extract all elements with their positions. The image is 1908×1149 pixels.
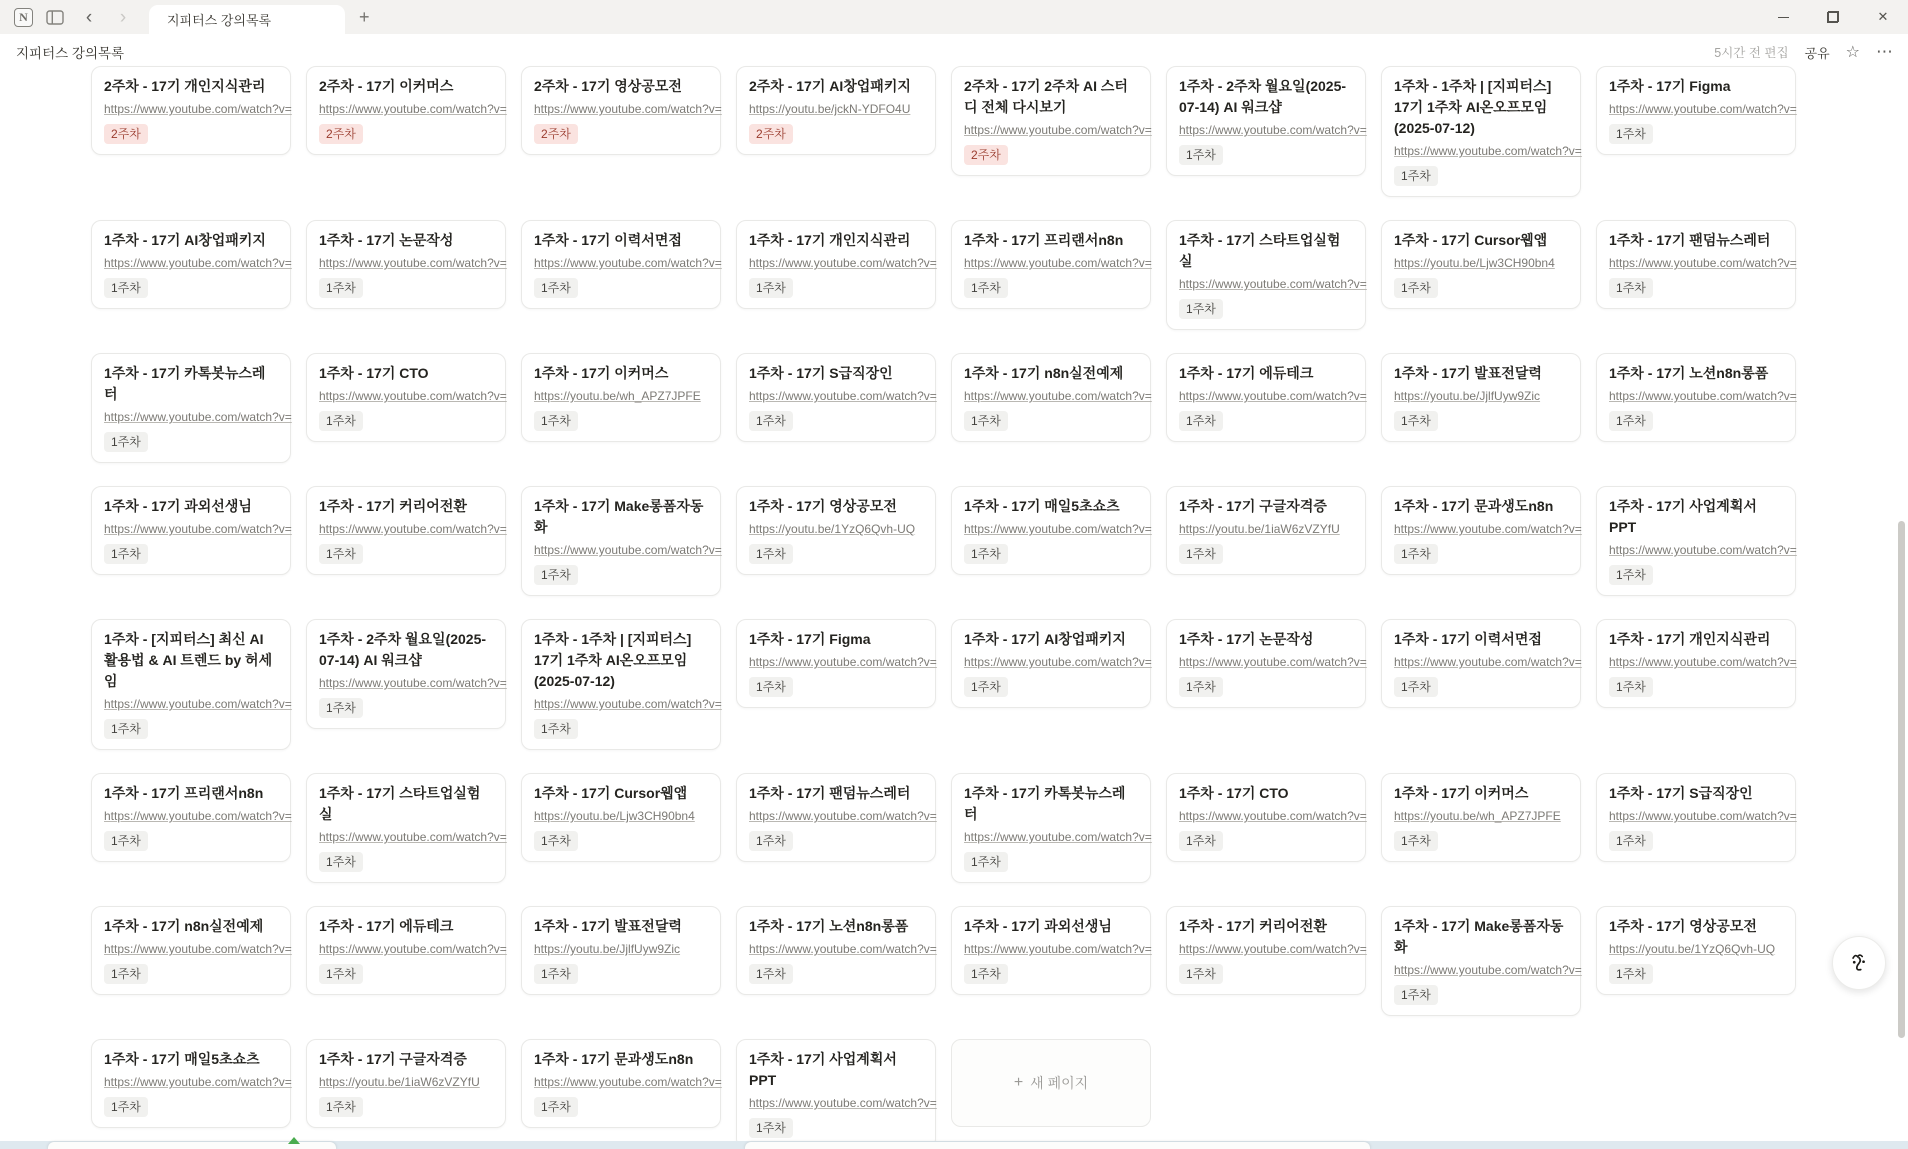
card-url-link[interactable]: https://youtu.be/JjlfUyw9Zic bbox=[1394, 389, 1541, 403]
taskbar-item bbox=[745, 1142, 1370, 1149]
card-title: 1주차 - 17기 논문작성 bbox=[1179, 631, 1314, 647]
card-title: 1주차 - 17기 이력서면접 bbox=[534, 232, 682, 248]
last-edited-label: 5시간 전 편집 bbox=[1714, 46, 1789, 60]
card-title: 1주차 - 2주차 월요일(2025-07-14) AI 워크샵 bbox=[319, 631, 487, 668]
gallery-card[interactable] bbox=[1381, 773, 1581, 862]
card-title: 1주차 - 17기 과외선생님 bbox=[964, 918, 1112, 934]
card-title: 1주차 - 17기 에듀테크 bbox=[1179, 365, 1314, 381]
card-week-tag: 1주차 bbox=[1179, 831, 1223, 851]
card-url-link[interactable]: https://youtu.be/Ljw3CH90bn4 bbox=[534, 809, 695, 823]
gallery-card[interactable] bbox=[1166, 220, 1366, 330]
gallery-card[interactable] bbox=[951, 906, 1151, 995]
card-title: 2주차 - 17기 2주차 AI 스터디 전체 다시보기 bbox=[964, 78, 1128, 115]
gallery-card[interactable] bbox=[736, 773, 936, 862]
card-url-link[interactable]: https://www.youtube.com/watch?v= bbox=[1179, 389, 1367, 403]
new-page-card[interactable] bbox=[951, 1039, 1151, 1127]
ai-face-icon bbox=[1846, 950, 1872, 976]
card-title: 1주차 - 17기 구글자격증 bbox=[1179, 498, 1327, 514]
gallery-card[interactable] bbox=[951, 486, 1151, 575]
card-url-link[interactable]: https://www.youtube.com/watch?v= bbox=[104, 1075, 292, 1089]
gallery-card[interactable] bbox=[1166, 486, 1366, 575]
card-title: 1주차 - 17기 이력서면접 bbox=[1394, 631, 1542, 647]
card-title: 1주차 - 17기 영상공모전 bbox=[1609, 918, 1757, 934]
card-week-tag: 1주차 bbox=[319, 698, 363, 718]
card-url-link[interactable]: https://www.youtube.com/watch?v= bbox=[964, 522, 1152, 536]
card-week-tag: 1주차 bbox=[534, 411, 578, 431]
card-url-link[interactable]: https://www.youtube.com/watch?v= bbox=[1179, 277, 1367, 291]
card-title: 1주차 - 17기 Make롱폼자동화 bbox=[534, 498, 704, 535]
card-url-link[interactable]: https://www.youtube.com/watch?v= bbox=[749, 389, 937, 403]
card-url-link[interactable]: https://www.youtube.com/watch?v= bbox=[1179, 942, 1367, 956]
card-week-tag: 1주차 bbox=[964, 677, 1008, 697]
card-week-tag: 1주차 bbox=[1609, 565, 1653, 585]
gallery-card[interactable] bbox=[91, 773, 291, 862]
card-week-tag: 2주차 bbox=[964, 145, 1008, 165]
card-week-tag: 1주차 bbox=[534, 1097, 578, 1117]
gallery-card[interactable] bbox=[736, 220, 936, 309]
card-title: 2주차 - 17기 AI창업패키지 bbox=[749, 78, 911, 94]
card-title: 1주차 - 17기 이커머스 bbox=[1394, 785, 1529, 801]
card-week-tag: 1주차 bbox=[1179, 145, 1223, 165]
card-title: 1주차 - 17기 AI창업패키지 bbox=[964, 631, 1126, 647]
card-title: 1주차 - 17기 스타트업실험실 bbox=[319, 785, 481, 822]
card-week-tag: 1주차 bbox=[1609, 411, 1653, 431]
card-title: 1주차 - 17기 발표전달력 bbox=[1394, 365, 1542, 381]
gallery-card[interactable] bbox=[521, 353, 721, 442]
gallery-card[interactable] bbox=[91, 353, 291, 463]
card-week-tag: 1주차 bbox=[1394, 831, 1438, 851]
card-title: 1주차 - 17기 사업계획서PPT bbox=[1609, 498, 1757, 535]
gallery-card[interactable] bbox=[1596, 773, 1796, 862]
gallery-card[interactable] bbox=[1381, 619, 1581, 708]
card-title: 1주차 - 1주차 | [지피터스] 17기 1주차 AI온오프모임 (2025-07-12) bbox=[1394, 78, 1552, 136]
card-title: 1주차 - 17기 매일5초쇼츠 bbox=[964, 498, 1120, 514]
card-title: 1주차 - 17기 개인지식관리 bbox=[749, 232, 911, 248]
card-url-link[interactable]: https://www.youtube.com/watch?v= bbox=[1609, 102, 1797, 116]
card-title: 1주차 - 17기 n8n실전예제 bbox=[104, 918, 264, 934]
card-week-tag: 1주차 bbox=[319, 411, 363, 431]
card-title: 1주차 - 17기 문과생도n8n bbox=[1394, 498, 1554, 514]
gallery-card[interactable] bbox=[1596, 619, 1796, 708]
card-url-link[interactable]: https://www.youtube.com/watch?v= bbox=[1609, 809, 1797, 823]
gallery-card[interactable] bbox=[521, 220, 721, 309]
card-title: 1주차 - 17기 AI창업패키지 bbox=[104, 232, 266, 248]
card-url-link[interactable]: https://www.youtube.com/watch?v= bbox=[319, 942, 507, 956]
card-title: 1주차 - 17기 커리어전환 bbox=[1179, 918, 1327, 934]
card-url-link[interactable]: https://www.youtube.com/watch?v= bbox=[319, 522, 507, 536]
gallery-card[interactable] bbox=[1166, 906, 1366, 995]
card-title: 1주차 - 17기 스타트업실험실 bbox=[1179, 232, 1341, 269]
card-url-link[interactable]: https://www.youtube.com/watch?v= bbox=[319, 830, 507, 844]
gallery-card[interactable] bbox=[306, 486, 506, 575]
gallery-card[interactable] bbox=[1166, 66, 1366, 176]
page-header bbox=[0, 34, 1908, 70]
card-url-link[interactable]: https://www.youtube.com/watch?v= bbox=[964, 942, 1152, 956]
card-title: 1주차 - 17기 카톡봇뉴스레터 bbox=[104, 365, 266, 402]
card-url-link[interactable]: https://www.youtube.com/watch?v= bbox=[964, 655, 1152, 669]
breadcrumb[interactable]: 지피터스 강의목록 bbox=[16, 46, 125, 61]
card-week-tag: 1주차 bbox=[964, 852, 1008, 872]
card-url-link[interactable]: https://www.youtube.com/watch?v= bbox=[319, 676, 507, 690]
card-title: 1주차 - 17기 Make롱폼자동화 bbox=[1394, 918, 1564, 955]
gallery-card[interactable] bbox=[91, 220, 291, 309]
card-url-link[interactable]: https://youtu.be/1YzQ6Qvh-UQ bbox=[749, 522, 916, 536]
tab-title: 지피터스 강의목록 bbox=[167, 13, 272, 28]
card-title: 1주차 - 17기 커리어전환 bbox=[319, 498, 467, 514]
card-title: 1주차 - 17기 문과생도n8n bbox=[534, 1051, 694, 1067]
gallery-card[interactable] bbox=[91, 906, 291, 995]
more-options-icon[interactable]: ⋯ bbox=[1876, 42, 1894, 61]
card-url-link[interactable]: https://www.youtube.com/watch?v= bbox=[749, 809, 937, 823]
card-week-tag: 1주차 bbox=[104, 719, 148, 739]
card-url-link[interactable]: https://www.youtube.com/watch?v= bbox=[1609, 655, 1797, 669]
card-week-tag: 1주차 bbox=[749, 964, 793, 984]
gallery-card[interactable] bbox=[736, 353, 936, 442]
card-url-link[interactable]: https://youtu.be/wh_APZ7JPFE bbox=[534, 389, 701, 403]
card-url-link[interactable]: https://youtu.be/Ljw3CH90bn4 bbox=[1394, 256, 1555, 270]
gallery-card[interactable] bbox=[736, 1039, 936, 1149]
plus-icon: + bbox=[1013, 1074, 1024, 1091]
card-url-link[interactable]: https://www.youtube.com/watch?v= bbox=[534, 697, 722, 711]
card-week-tag: 1주차 bbox=[534, 831, 578, 851]
card-url-link[interactable]: https://www.youtube.com/watch?v= bbox=[1179, 123, 1367, 137]
card-week-tag: 1주차 bbox=[749, 831, 793, 851]
maximize-button[interactable] bbox=[1808, 0, 1858, 34]
card-title: 1주차 - 17기 에듀테크 bbox=[319, 918, 454, 934]
gallery-card[interactable] bbox=[306, 619, 506, 729]
gallery-card[interactable] bbox=[521, 619, 721, 750]
card-title: 1주차 - 17기 팬덤뉴스레터 bbox=[749, 785, 911, 801]
gallery-card[interactable] bbox=[951, 220, 1151, 309]
green-caret-icon bbox=[288, 1137, 300, 1144]
card-url-link[interactable]: https://www.youtube.com/watch?v= bbox=[319, 102, 507, 116]
card-week-tag: 1주차 bbox=[749, 544, 793, 564]
card-week-tag: 1주차 bbox=[319, 1097, 363, 1117]
card-week-tag: 1주차 bbox=[1394, 411, 1438, 431]
gallery-card[interactable] bbox=[736, 486, 936, 575]
card-url-link[interactable]: https://www.youtube.com/watch?v= bbox=[1609, 389, 1797, 403]
card-title: 1주차 - 17기 S급직장인 bbox=[749, 365, 893, 381]
card-url-link[interactable]: https://youtu.be/wh_APZ7JPFE bbox=[1394, 809, 1561, 823]
gallery-card[interactable] bbox=[1381, 486, 1581, 575]
card-week-tag: 1주차 bbox=[749, 278, 793, 298]
gallery-card[interactable] bbox=[91, 1039, 291, 1128]
card-week-tag: 1주차 bbox=[319, 964, 363, 984]
card-url-link[interactable]: https://www.youtube.com/watch?v= bbox=[749, 655, 937, 669]
card-week-tag: 1주차 bbox=[1179, 544, 1223, 564]
card-title: 1주차 - 17기 CTO bbox=[1179, 785, 1289, 801]
gallery-card[interactable] bbox=[306, 220, 506, 309]
card-title: 1주차 - 17기 노션n8n롱폼 bbox=[1609, 365, 1769, 381]
gallery-card[interactable] bbox=[91, 486, 291, 575]
card-url-link[interactable]: https://www.youtube.com/watch?v= bbox=[1609, 256, 1797, 270]
gallery-card[interactable] bbox=[306, 773, 506, 883]
gallery-card[interactable] bbox=[1596, 906, 1796, 995]
card-week-tag: 1주차 bbox=[104, 964, 148, 984]
card-url-link[interactable]: https://www.youtube.com/watch?v= bbox=[1394, 144, 1582, 158]
card-url-link[interactable]: https://www.youtube.com/watch?v= bbox=[749, 942, 937, 956]
card-title: 1주차 - 17기 논문작성 bbox=[319, 232, 454, 248]
card-url-link[interactable]: https://www.youtube.com/watch?v= bbox=[534, 543, 722, 557]
card-url-link[interactable]: https://youtu.be/1iaW6zVZYfU bbox=[319, 1075, 480, 1089]
card-title: 1주차 - 17기 발표전달력 bbox=[534, 918, 682, 934]
card-url-link[interactable]: https://youtu.be/jckN-YDFO4U bbox=[749, 102, 911, 116]
card-title: 1주차 - 17기 매일5초쇼츠 bbox=[104, 1051, 260, 1067]
card-title: 1주차 - 17기 과외선생님 bbox=[104, 498, 252, 514]
card-title: 1주차 - 17기 Figma bbox=[1609, 78, 1731, 94]
gallery-card[interactable] bbox=[306, 1039, 506, 1128]
gallery-card[interactable] bbox=[306, 906, 506, 995]
card-url-link[interactable]: https://www.youtube.com/watch?v= bbox=[1609, 543, 1797, 557]
card-url-link[interactable]: https://www.youtube.com/watch?v= bbox=[104, 942, 292, 956]
gallery-card[interactable] bbox=[1166, 773, 1366, 862]
card-week-tag: 1주차 bbox=[1609, 278, 1653, 298]
card-title: 1주차 - 17기 카톡봇뉴스레터 bbox=[964, 785, 1126, 822]
card-title: 1주차 - [지피터스] 최신 AI 활용법 & AI 트렌드 by 허세임 bbox=[104, 631, 273, 689]
card-week-tag: 1주차 bbox=[1394, 544, 1438, 564]
card-week-tag: 1주차 bbox=[534, 278, 578, 298]
card-week-tag: 1주차 bbox=[104, 831, 148, 851]
card-url-link[interactable]: https://www.youtube.com/watch?v= bbox=[964, 389, 1152, 403]
card-week-tag: 1주차 bbox=[1609, 124, 1653, 144]
notion-logo-icon: N bbox=[14, 8, 33, 27]
gallery-card[interactable] bbox=[1596, 66, 1796, 155]
card-week-tag: 1주차 bbox=[534, 964, 578, 984]
card-url-link[interactable]: https://www.youtube.com/watch?v= bbox=[964, 123, 1152, 137]
card-title: 1주차 - 17기 구글자격증 bbox=[319, 1051, 467, 1067]
taskbar-edge bbox=[0, 1141, 1908, 1149]
card-week-tag: 1주차 bbox=[964, 544, 1008, 564]
gallery-card[interactable] bbox=[951, 66, 1151, 176]
card-title: 2주차 - 17기 영상공모전 bbox=[534, 78, 682, 94]
gallery-card[interactable] bbox=[1596, 353, 1796, 442]
gallery-card[interactable] bbox=[521, 773, 721, 862]
card-title: 1주차 - 17기 사업계획서PPT bbox=[749, 1051, 897, 1088]
close-button[interactable]: ✕ bbox=[1877, 9, 1889, 24]
gallery-card[interactable] bbox=[521, 1039, 721, 1128]
restore-icon bbox=[1827, 11, 1839, 23]
card-week-tag: 1주차 bbox=[1394, 677, 1438, 697]
card-week-tag: 1주차 bbox=[964, 964, 1008, 984]
card-week-tag: 1주차 bbox=[1179, 299, 1223, 319]
card-week-tag: 1주차 bbox=[964, 278, 1008, 298]
card-title: 1주차 - 2주차 월요일(2025-07-14) AI 워크샵 bbox=[1179, 78, 1347, 115]
card-week-tag: 1주차 bbox=[1179, 964, 1223, 984]
card-url-link[interactable]: https://www.youtube.com/watch?v= bbox=[1394, 963, 1582, 977]
card-week-tag: 1주차 bbox=[1609, 964, 1653, 984]
card-week-tag: 1주차 bbox=[319, 544, 363, 564]
card-title: 1주차 - 17기 Figma bbox=[749, 631, 871, 647]
card-title: 1주차 - 17기 프리랜서n8n bbox=[964, 232, 1124, 248]
new-page-label: 새 페이지 bbox=[1030, 1075, 1089, 1091]
gallery-card[interactable] bbox=[951, 773, 1151, 883]
gallery-card[interactable] bbox=[306, 66, 506, 155]
sidebar-toggle-icon[interactable] bbox=[43, 5, 67, 29]
card-week-tag: 1주차 bbox=[1609, 677, 1653, 697]
card-title: 1주차 - 1주차 | [지피터스] 17기 1주차 AI온오프모임 (2025-07-12) bbox=[534, 631, 692, 689]
card-title: 1주차 - 17기 영상공모전 bbox=[749, 498, 897, 514]
gallery-card[interactable] bbox=[1166, 353, 1366, 442]
card-week-tag: 2주차 bbox=[534, 124, 578, 144]
gallery-card[interactable] bbox=[91, 619, 291, 750]
forward-button[interactable]: › bbox=[119, 6, 127, 28]
gallery-card[interactable] bbox=[736, 66, 936, 155]
gallery-card[interactable] bbox=[1596, 220, 1796, 309]
card-week-tag: 1주차 bbox=[1394, 278, 1438, 298]
card-week-tag: 1주차 bbox=[749, 411, 793, 431]
card-url-link[interactable]: https://youtu.be/1YzQ6Qvh-UQ bbox=[1609, 942, 1776, 956]
card-title: 2주차 - 17기 이커머스 bbox=[319, 78, 454, 94]
gallery-card[interactable] bbox=[1381, 906, 1581, 1016]
card-url-link[interactable]: https://www.youtube.com/watch?v= bbox=[104, 697, 292, 711]
card-title: 1주차 - 17기 이커머스 bbox=[534, 365, 669, 381]
card-url-link[interactable]: https://www.youtube.com/watch?v= bbox=[1179, 655, 1367, 669]
notion-ai-button[interactable] bbox=[1832, 936, 1886, 990]
back-button[interactable]: ‹ bbox=[85, 6, 93, 28]
card-url-link[interactable]: https://www.youtube.com/watch?v= bbox=[1394, 655, 1582, 669]
card-title: 1주차 - 17기 Cursor웹앱 bbox=[1394, 232, 1548, 248]
gallery-card[interactable] bbox=[1166, 619, 1366, 708]
card-url-link[interactable]: https://www.youtube.com/watch?v= bbox=[104, 809, 292, 823]
vertical-scrollbar[interactable] bbox=[1898, 521, 1905, 1038]
card-week-tag: 1주차 bbox=[319, 278, 363, 298]
card-url-link[interactable]: https://www.youtube.com/watch?v= bbox=[964, 256, 1152, 270]
minimize-icon bbox=[1778, 17, 1789, 18]
gallery-card[interactable] bbox=[521, 906, 721, 995]
card-title: 1주차 - 17기 CTO bbox=[319, 365, 429, 381]
page-content bbox=[0, 66, 1908, 1135]
card-url-link[interactable]: https://www.youtube.com/watch?v= bbox=[964, 830, 1152, 844]
card-url-link[interactable]: https://www.youtube.com/watch?v= bbox=[319, 256, 507, 270]
card-week-tag: 2주차 bbox=[104, 124, 148, 144]
favorite-star-icon[interactable]: ☆ bbox=[1845, 44, 1860, 61]
card-week-tag: 1주차 bbox=[1394, 166, 1438, 186]
card-week-tag: 1주차 bbox=[319, 852, 363, 872]
card-week-tag: 1주차 bbox=[749, 677, 793, 697]
card-url-link[interactable]: https://www.youtube.com/watch?v= bbox=[749, 1096, 937, 1110]
gallery-card[interactable] bbox=[736, 619, 936, 708]
card-title: 1주차 - 17기 n8n실전예제 bbox=[964, 365, 1124, 381]
gallery-grid bbox=[91, 66, 1908, 1149]
card-url-link[interactable]: https://www.youtube.com/watch?v= bbox=[534, 256, 722, 270]
card-title: 1주차 - 17기 개인지식관리 bbox=[1609, 631, 1771, 647]
card-url-link[interactable]: https://www.youtube.com/watch?v= bbox=[749, 256, 937, 270]
share-button[interactable]: 공유 bbox=[1804, 45, 1830, 61]
gallery-card[interactable] bbox=[91, 66, 291, 155]
card-url-link[interactable]: https://www.youtube.com/watch?v= bbox=[104, 522, 292, 536]
minimize-button[interactable] bbox=[1758, 0, 1808, 34]
gallery-card[interactable] bbox=[1381, 353, 1581, 442]
card-week-tag: 1주차 bbox=[104, 544, 148, 564]
card-url-link[interactable]: https://www.youtube.com/watch?v= bbox=[319, 389, 507, 403]
card-url-link[interactable]: https://www.youtube.com/watch?v= bbox=[104, 410, 292, 424]
card-week-tag: 1주차 bbox=[1609, 831, 1653, 851]
card-title: 2주차 - 17기 개인지식관리 bbox=[104, 78, 266, 94]
card-week-tag: 2주차 bbox=[749, 124, 793, 144]
gallery-card[interactable] bbox=[736, 906, 936, 995]
card-week-tag: 1주차 bbox=[104, 1097, 148, 1117]
card-week-tag: 1주차 bbox=[1179, 677, 1223, 697]
card-url-link[interactable]: https://www.youtube.com/watch?v= bbox=[534, 1075, 722, 1089]
card-url-link[interactable]: https://youtu.be/1iaW6zVZYfU bbox=[1179, 522, 1340, 536]
card-week-tag: 1주차 bbox=[749, 1118, 793, 1138]
gallery-card[interactable] bbox=[1381, 66, 1581, 197]
gallery-card[interactable] bbox=[306, 353, 506, 442]
card-url-link[interactable]: https://youtu.be/JjlfUyw9Zic bbox=[534, 942, 681, 956]
gallery-card[interactable] bbox=[1596, 486, 1796, 596]
gallery-card[interactable] bbox=[1381, 220, 1581, 309]
card-url-link[interactable]: https://www.youtube.com/watch?v= bbox=[1179, 809, 1367, 823]
card-title: 1주차 - 17기 노션n8n롱폼 bbox=[749, 918, 909, 934]
card-url-link[interactable]: https://www.youtube.com/watch?v= bbox=[1394, 522, 1582, 536]
gallery-card[interactable] bbox=[951, 353, 1151, 442]
card-title: 1주차 - 17기 Cursor웹앱 bbox=[534, 785, 688, 801]
window-titlebar bbox=[0, 0, 1908, 34]
card-week-tag: 1주차 bbox=[964, 411, 1008, 431]
new-tab-button[interactable]: + bbox=[359, 6, 370, 27]
card-url-link[interactable]: https://www.youtube.com/watch?v= bbox=[534, 102, 722, 116]
card-week-tag: 2주차 bbox=[319, 124, 363, 144]
card-week-tag: 1주차 bbox=[1179, 411, 1223, 431]
card-url-link[interactable]: https://www.youtube.com/watch?v= bbox=[104, 102, 292, 116]
gallery-card[interactable] bbox=[521, 486, 721, 596]
card-url-link[interactable]: https://www.youtube.com/watch?v= bbox=[104, 256, 292, 270]
card-week-tag: 1주차 bbox=[104, 432, 148, 452]
card-title: 1주차 - 17기 프리랜서n8n bbox=[104, 785, 264, 801]
card-week-tag: 1주차 bbox=[534, 565, 578, 585]
gallery-card[interactable] bbox=[521, 66, 721, 155]
card-week-tag: 1주차 bbox=[104, 278, 148, 298]
gallery-card[interactable] bbox=[951, 619, 1151, 708]
tab-active[interactable] bbox=[149, 5, 345, 34]
card-week-tag: 1주차 bbox=[1394, 985, 1438, 1005]
card-title: 1주차 - 17기 S급직장인 bbox=[1609, 785, 1753, 801]
card-title: 1주차 - 17기 팬덤뉴스레터 bbox=[1609, 232, 1771, 248]
card-week-tag: 1주차 bbox=[534, 719, 578, 739]
